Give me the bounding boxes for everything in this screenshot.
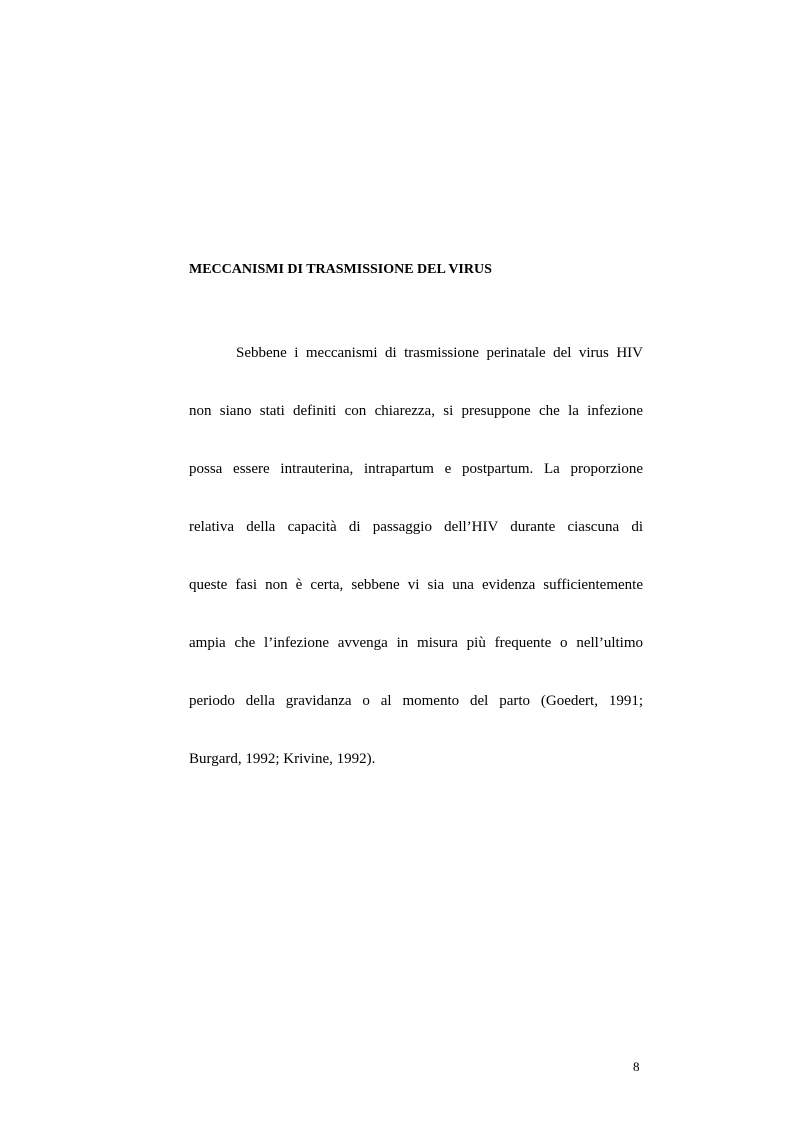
section-heading: MECCANISMI DI TRASMISSIONE DEL VIRUS	[189, 262, 492, 277]
paragraph-line-7: periodo della gravidanza o al momento del parto (Goedert, 1991;	[189, 693, 643, 709]
paragraph-line-2: non siano stati definiti con chiarezza, si presuppone che la infezione	[189, 403, 643, 419]
paragraph-line-3: possa essere intrauterina, intrapartum e postpartum. La proporzione	[189, 461, 643, 477]
paragraph-line-1: Sebbene i meccanismi di trasmissione perinatale del virus HIV	[236, 345, 643, 361]
paragraph-line-5: queste fasi non è certa, sebbene vi sia una evidenza sufficientemente	[189, 577, 643, 593]
paragraph-line-6: ampia che l’infezione avvenga in misura più frequente o nell’ultimo	[189, 635, 643, 651]
paragraph-line-4: relativa della capacità di passaggio dell’HIV durante ciascuna di	[189, 519, 643, 535]
page-number: 8	[633, 1059, 640, 1074]
paragraph-line-8: Burgard, 1992; Krivine, 1992).	[189, 751, 376, 767]
